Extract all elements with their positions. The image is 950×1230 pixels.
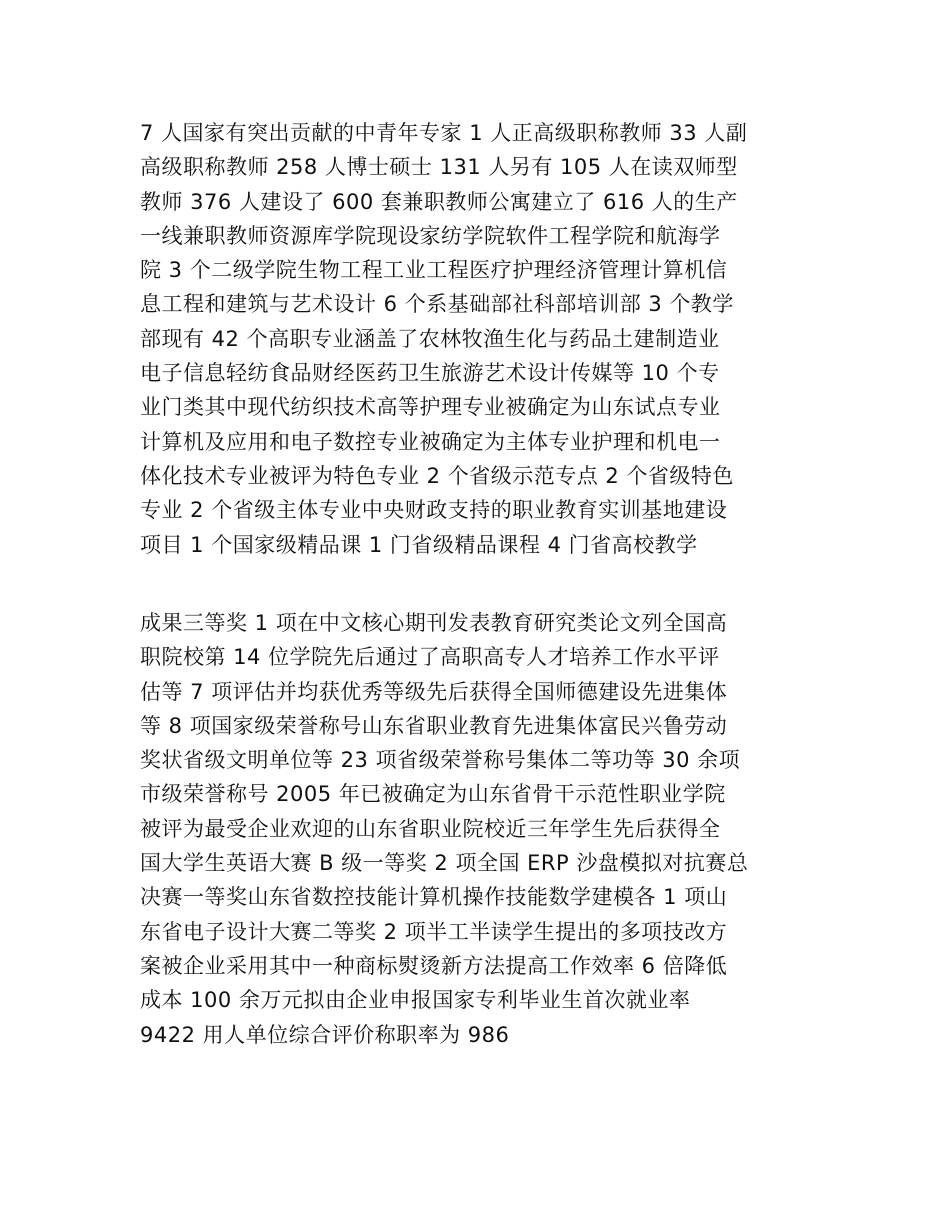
- text-line: 等 8 项国家级荣誉称号山东省职业教育先进集体富民兴鲁劳动: [140, 713, 728, 738]
- text-line: 国大学生英语大赛 B 级一等奖 2 项全国 ERP 沙盘模拟对抗赛总: [140, 851, 749, 876]
- text-line: 成果三等奖 1 项在中文核心期刊发表教育研究类论文列全国高: [140, 611, 728, 635]
- paragraph-1: [140, 116, 820, 562]
- text-line: 业门类其中现代纺织技术高等护理专业被确定为山东试点专业: [140, 395, 721, 420]
- text-line: 估等 7 项评估并均获优秀等级先后获得全国师德建设先进集体: [140, 679, 728, 704]
- text-line: 案被企业采用其中一种商标熨烫新方法提高工作效率 6 倍降低: [140, 953, 728, 978]
- text-line: 教师 376 人建设了 600 套兼职教师公寓建立了 616 人的生产: [140, 189, 738, 214]
- paragraph-2: [140, 606, 820, 1052]
- text-line: 市级荣誉称号 2005 年已被确定为山东省骨干示范性职业学院: [140, 782, 726, 807]
- text-line: 职院校第 14 位学院先后通过了高职高专人才培养工作水平评: [140, 645, 720, 670]
- text-line: 9422 用人单位综合评价称职率为 986: [140, 1022, 510, 1047]
- text-line: 电子信息轻纺食品财经医药卫生旅游艺术设计传媒等 10 个专: [140, 361, 720, 386]
- text-line: 7 人国家有突出贡献的中青年专家 1 人正高级职称教师 33 人副: [140, 121, 748, 145]
- text-line: 息工程和建筑与艺术设计 6 个系基础部社科部培训部 3 个教学: [140, 292, 734, 317]
- text-line: 高级职称教师 258 人博士硕士 131 人另有 105 人在读双师型: [140, 155, 738, 180]
- text-line: 被评为最受企业欢迎的山东省职业院校近三年学生先后获得全: [140, 816, 721, 841]
- text-line: 项目 1 个国家级精品课 1 门省级精品课程 4 门省高校教学: [140, 532, 698, 557]
- text-line: 奖状省级文明单位等 23 项省级荣誉称号集体二等功等 30 余项: [140, 748, 741, 773]
- text-line: 体化技术专业被评为特色专业 2 个省级示范专点 2 个省级特色: [140, 463, 734, 488]
- text-line: 东省电子设计大赛二等奖 2 项半工半读学生提出的多项技改方: [140, 919, 728, 944]
- text-line: 部现有 42 个高职专业涵盖了农林牧渔生化与药品土建制造业: [140, 326, 720, 351]
- text-line: 一线兼职教师资源库学院现设家纺学院软件工程学院和航海学: [140, 223, 721, 248]
- text-line: 决赛一等奖山东省数控技能计算机操作技能数学建模各 1 项山: [140, 885, 728, 910]
- text-line: 计算机及应用和电子数控专业被确定为主体专业护理和机电一: [140, 429, 721, 454]
- text-line: 院 3 个二级学院生物工程工业工程医疗护理经济管理计算机信: [140, 258, 728, 283]
- text-line: 成本 100 余万元拟由企业申报国家专利毕业生首次就业率: [140, 988, 691, 1013]
- text-line: 专业 2 个省级主体专业中央财政支持的职业教育实训基地建设: [140, 498, 728, 523]
